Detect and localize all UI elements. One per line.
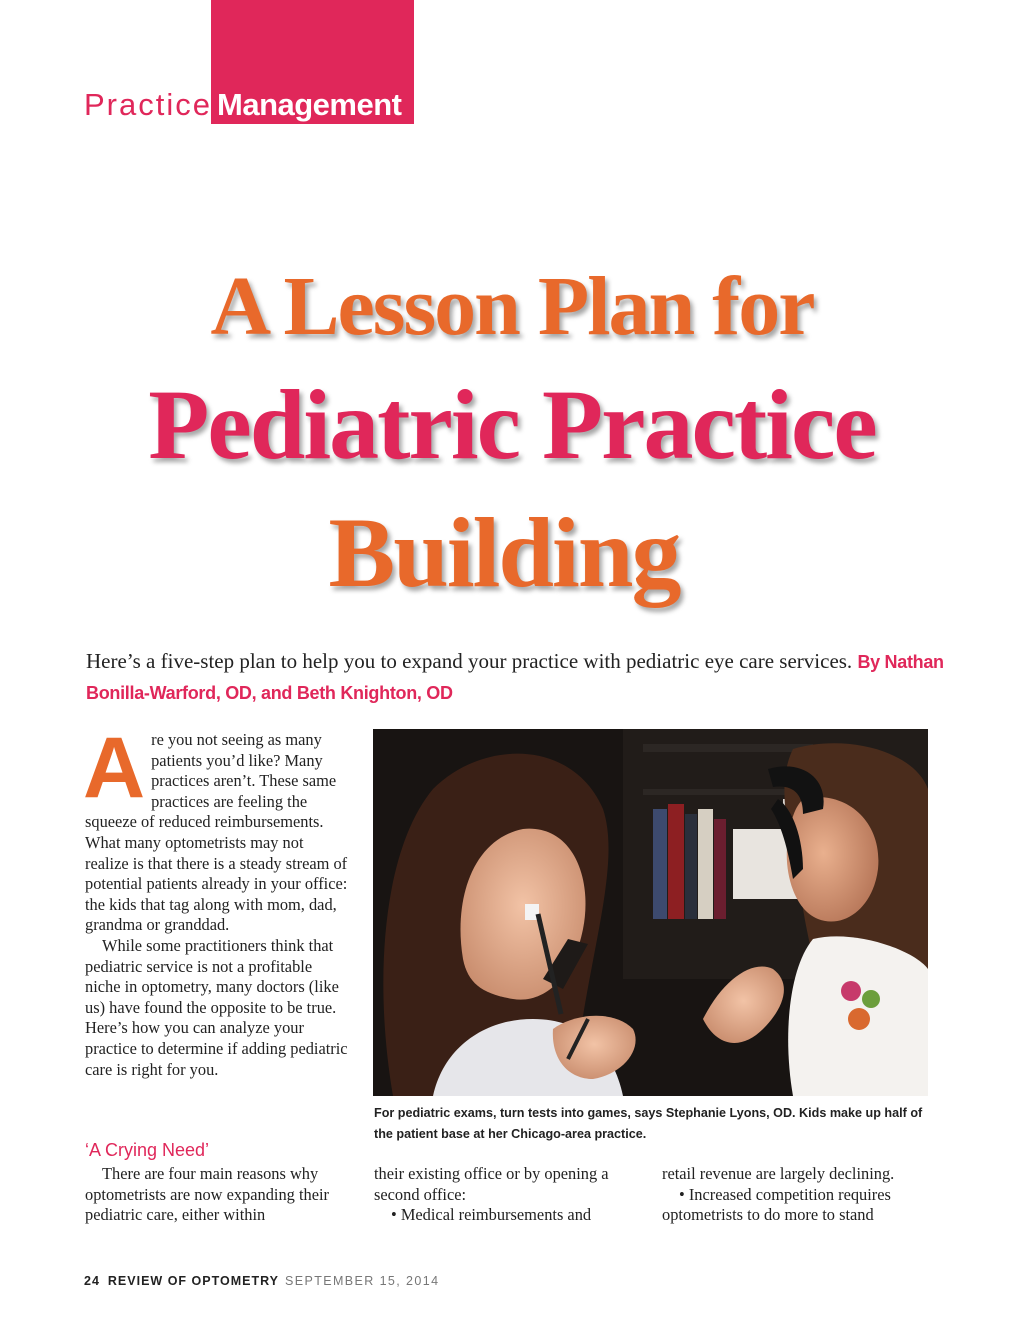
page-number: 24 xyxy=(84,1274,100,1288)
photo-illustration xyxy=(373,729,928,1096)
section-label-bold: Management xyxy=(217,87,402,122)
headline-line-2: Pediatric Practice xyxy=(148,369,876,480)
section-header xyxy=(84,84,401,124)
article-column-2 xyxy=(374,1164,644,1226)
column-3-text: retail revenue are largely declining. xyxy=(662,1164,895,1183)
photo-caption: For pediatric exams, turn tests into games, says Stephanie Lyons, OD. Kids make up half of the patient base at her Chicago-area practice. xyxy=(374,1106,923,1141)
byline: By Nathan Bonilla-Warford, OD, and Beth Knighton, OD xyxy=(86,652,944,703)
column-2-bullet: • Medical reimbursements and xyxy=(391,1205,592,1225)
subhead: ‘A Crying Need’ xyxy=(85,1140,210,1160)
article-column-3 xyxy=(662,1164,924,1226)
page-footer xyxy=(84,1274,439,1288)
section-label-light: Practice xyxy=(84,87,212,122)
paragraph-3: There are four main reasons why optometrists are now expanding their pediatric care, either within xyxy=(85,1164,329,1225)
paragraph-1: re you not seeing as many patients you’d like? Many practices aren’t. These same practices are feeling the squeeze of reduced reimbursements. What many optometrists may not realize is that there is a steady stream of potential patients already in your office: the kids that tag along with mom, dad, grandma or granddad. xyxy=(85,730,348,935)
article-photo xyxy=(373,729,928,1096)
headline-line-3: Building xyxy=(328,497,680,608)
headline-line-1: A Lesson Plan for xyxy=(210,260,814,353)
article-column-1 xyxy=(83,720,351,1080)
deck-text: Here’s a five-step plan to help you to expand your practice with pediatric eye care services. xyxy=(86,649,858,673)
column-3-bullet: • Increased competition requires optometrists to do more to stand xyxy=(662,1184,891,1225)
issue-date: SEPTEMBER 15, 2014 xyxy=(285,1274,440,1288)
column-2-text: their existing office or by opening a second office: xyxy=(374,1164,609,1204)
article-deck xyxy=(86,646,946,708)
paragraph-2: While some practitioners think that pediatric service is not a profitable niche in optometry, many doctors (like us) have found the opposite to be true. Here’s how you can analyze your practice to determine if adding pediatric care is right for you. xyxy=(85,935,348,1079)
drop-cap: A xyxy=(83,720,146,816)
article-column-1-bottom xyxy=(85,1164,351,1226)
magazine-name: REVIEW OF OPTOMETRY xyxy=(107,1274,279,1288)
